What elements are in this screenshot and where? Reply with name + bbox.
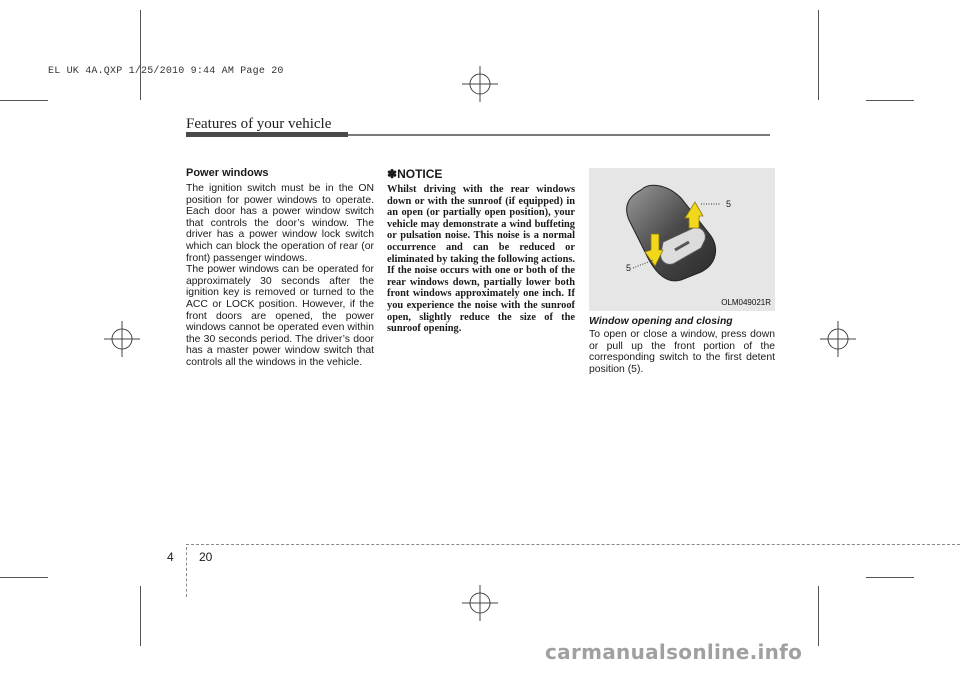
power-windows-heading: Power windows xyxy=(186,167,269,179)
callout-label-bottom: 5 xyxy=(626,263,632,273)
notice-text: Whilst driving with the rear windows down or with the sunroof (if equipped) in an open (or partially open position), your vehicle may demonstrate a wind buffeting or pulsation noise. This noise is a normal occurrence and can be reduced or eliminated by taking the following actions. If the noise occurs with one or both of the rear windows down, partially lower both front windows approximately one inch. If you experience the noise with the sunroof open, slightly reduce the size of the sunroof opening. xyxy=(387,184,575,335)
page-number: 20 xyxy=(199,550,213,564)
power-windows-paragraph-2: The power windows can be operated for approximately 30 seconds after the ignition key is removed or turned to the ACC or LOCK position. However, if the front doors are opened, the power windows cannot be operated even within the 30 seconds period. The driver’s door has a master power window switch that controls all the windows in the vehicle. xyxy=(186,264,374,368)
trim-mark xyxy=(140,10,141,100)
notice-box xyxy=(387,167,575,335)
trim-mark xyxy=(0,100,48,101)
header-accent-bar xyxy=(186,132,348,137)
notice-title-row xyxy=(387,167,575,181)
registration-mark-icon xyxy=(104,321,140,357)
trim-mark xyxy=(818,586,819,646)
section-header-title: Features of your vehicle xyxy=(186,116,332,132)
trim-mark xyxy=(818,10,819,100)
trim-mark xyxy=(866,577,914,578)
trim-mark xyxy=(0,577,48,578)
notice-symbol-icon: ✽ xyxy=(387,167,398,181)
notice-title: NOTICE xyxy=(397,167,443,181)
window-opening-heading: Window opening and closing xyxy=(589,316,733,327)
window-opening-text: To open or close a window, press down or pull up the front portion of the corresponding switch to the first detent position (5). xyxy=(589,329,775,375)
footer-divider xyxy=(186,547,187,597)
figure-code: OLM049021R xyxy=(721,298,771,307)
registration-mark-icon xyxy=(462,585,498,621)
registration-mark-icon xyxy=(820,321,856,357)
window-switch-illustration xyxy=(589,168,775,311)
trim-mark xyxy=(866,100,914,101)
power-windows-paragraph-1: The ignition switch must be in the ON position for power windows to operate. Each door has a power window switch that controls the door’s window. The driver has a power window lock switch which can block the operation of rear (or front) passenger windows. xyxy=(186,183,374,264)
left-column xyxy=(186,167,374,369)
footer-rule xyxy=(186,544,960,545)
window-switch-figure xyxy=(589,168,775,311)
chapter-number: 4 xyxy=(167,550,174,564)
trim-mark xyxy=(140,586,141,646)
print-slug: EL UK 4A.QXP 1/25/2010 9:44 AM Page 20 xyxy=(48,66,284,77)
site-watermark: carmanualsonline.info xyxy=(545,640,803,664)
right-column-text xyxy=(589,316,775,375)
callout-line-bottom xyxy=(633,260,653,268)
registration-mark-icon xyxy=(462,66,498,102)
callout-label-top: 5 xyxy=(726,199,732,209)
